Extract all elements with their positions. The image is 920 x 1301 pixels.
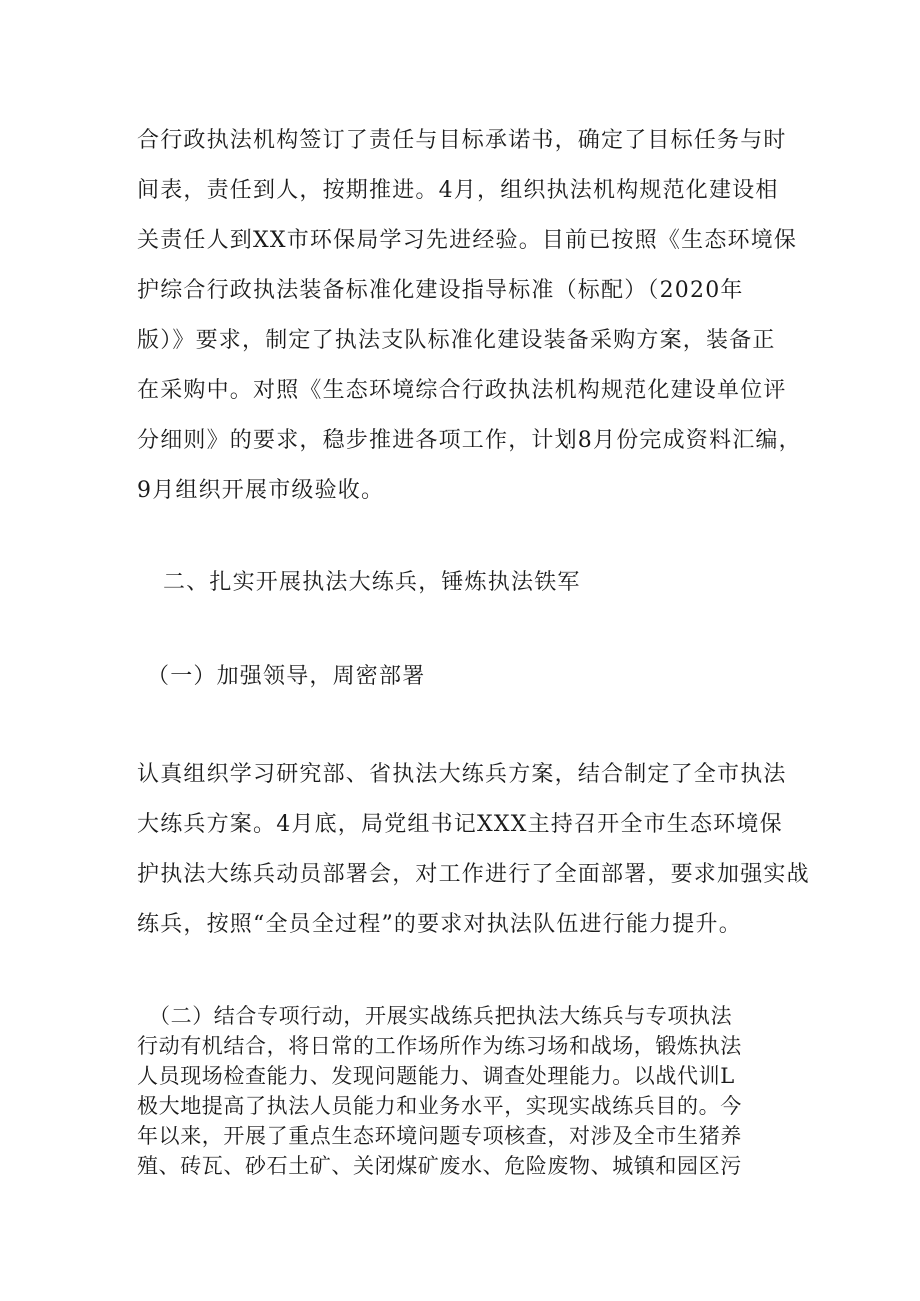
text-line: 9月组织开展市级验收。 bbox=[137, 478, 385, 503]
text-line: （二）结合专项行动，开展实战练兵把执法大练兵与专项执法 bbox=[149, 1004, 733, 1028]
text-line: 年以来，开展了重点生态环境问题专项核查，对涉及全市生猪养 bbox=[137, 1124, 742, 1148]
text-line: 护综合行政执法装备标准化建设指导标准（标配）（2020年 bbox=[137, 278, 744, 303]
text-line: 合行政执法机构签订了责任与目标承诺书，确定了目标任务与时 bbox=[137, 128, 787, 153]
text-line: 练兵，按照“全员全过程”的要求对执法队伍进行能力提升。 bbox=[137, 912, 742, 937]
text-line: 分细则》的要求，稳步推进各项工作，计划8月份完成资料汇编， bbox=[137, 428, 802, 453]
text-line: 版）》要求，制定了执法支队标准化建设装备采购方案，装备正 bbox=[137, 328, 776, 353]
section-heading: 二、扎实开展执法大练兵，锤炼执法铁军 bbox=[163, 570, 581, 595]
text-line: 认真组织学习研究部、省执法大练兵方案，结合制定了全市执法 bbox=[137, 762, 787, 787]
text-line: 间表，责任到人，按期推进。4月，组织执法机构规范化建设相 bbox=[137, 178, 779, 203]
text-line: 护执法大练兵动员部署会，对工作进行了全面部署，要求加强实战 bbox=[137, 862, 810, 887]
text-line: 极大地提高了执法人员能力和业务水平，实现实战练兵目的。今 bbox=[137, 1094, 742, 1118]
text-line: 在采购中。对照《生态环境综合行政执法机构规范化建设单位评 bbox=[137, 378, 787, 403]
text-line: 关责任人到XX市环保局学习先进经验。目前已按照《生态环境保 bbox=[137, 228, 798, 253]
text-line: 人员现场检查能力、发现问题能力、调查处理能力。以战代训L bbox=[137, 1064, 735, 1088]
text-line: 殖、砖瓦、砂石土矿、关闭煤矿废水、危险废物、城镇和园区污 bbox=[137, 1154, 742, 1178]
subsection-heading: （一）加强领导，周密部署 bbox=[147, 664, 426, 689]
text-line: 行动有机结合，将日常的工作场所作为练习场和战场，锻炼执法 bbox=[137, 1034, 742, 1058]
text-line: 大练兵方案。4月底，局党组书记XXX主持召开全市生态环境保 bbox=[137, 812, 783, 837]
